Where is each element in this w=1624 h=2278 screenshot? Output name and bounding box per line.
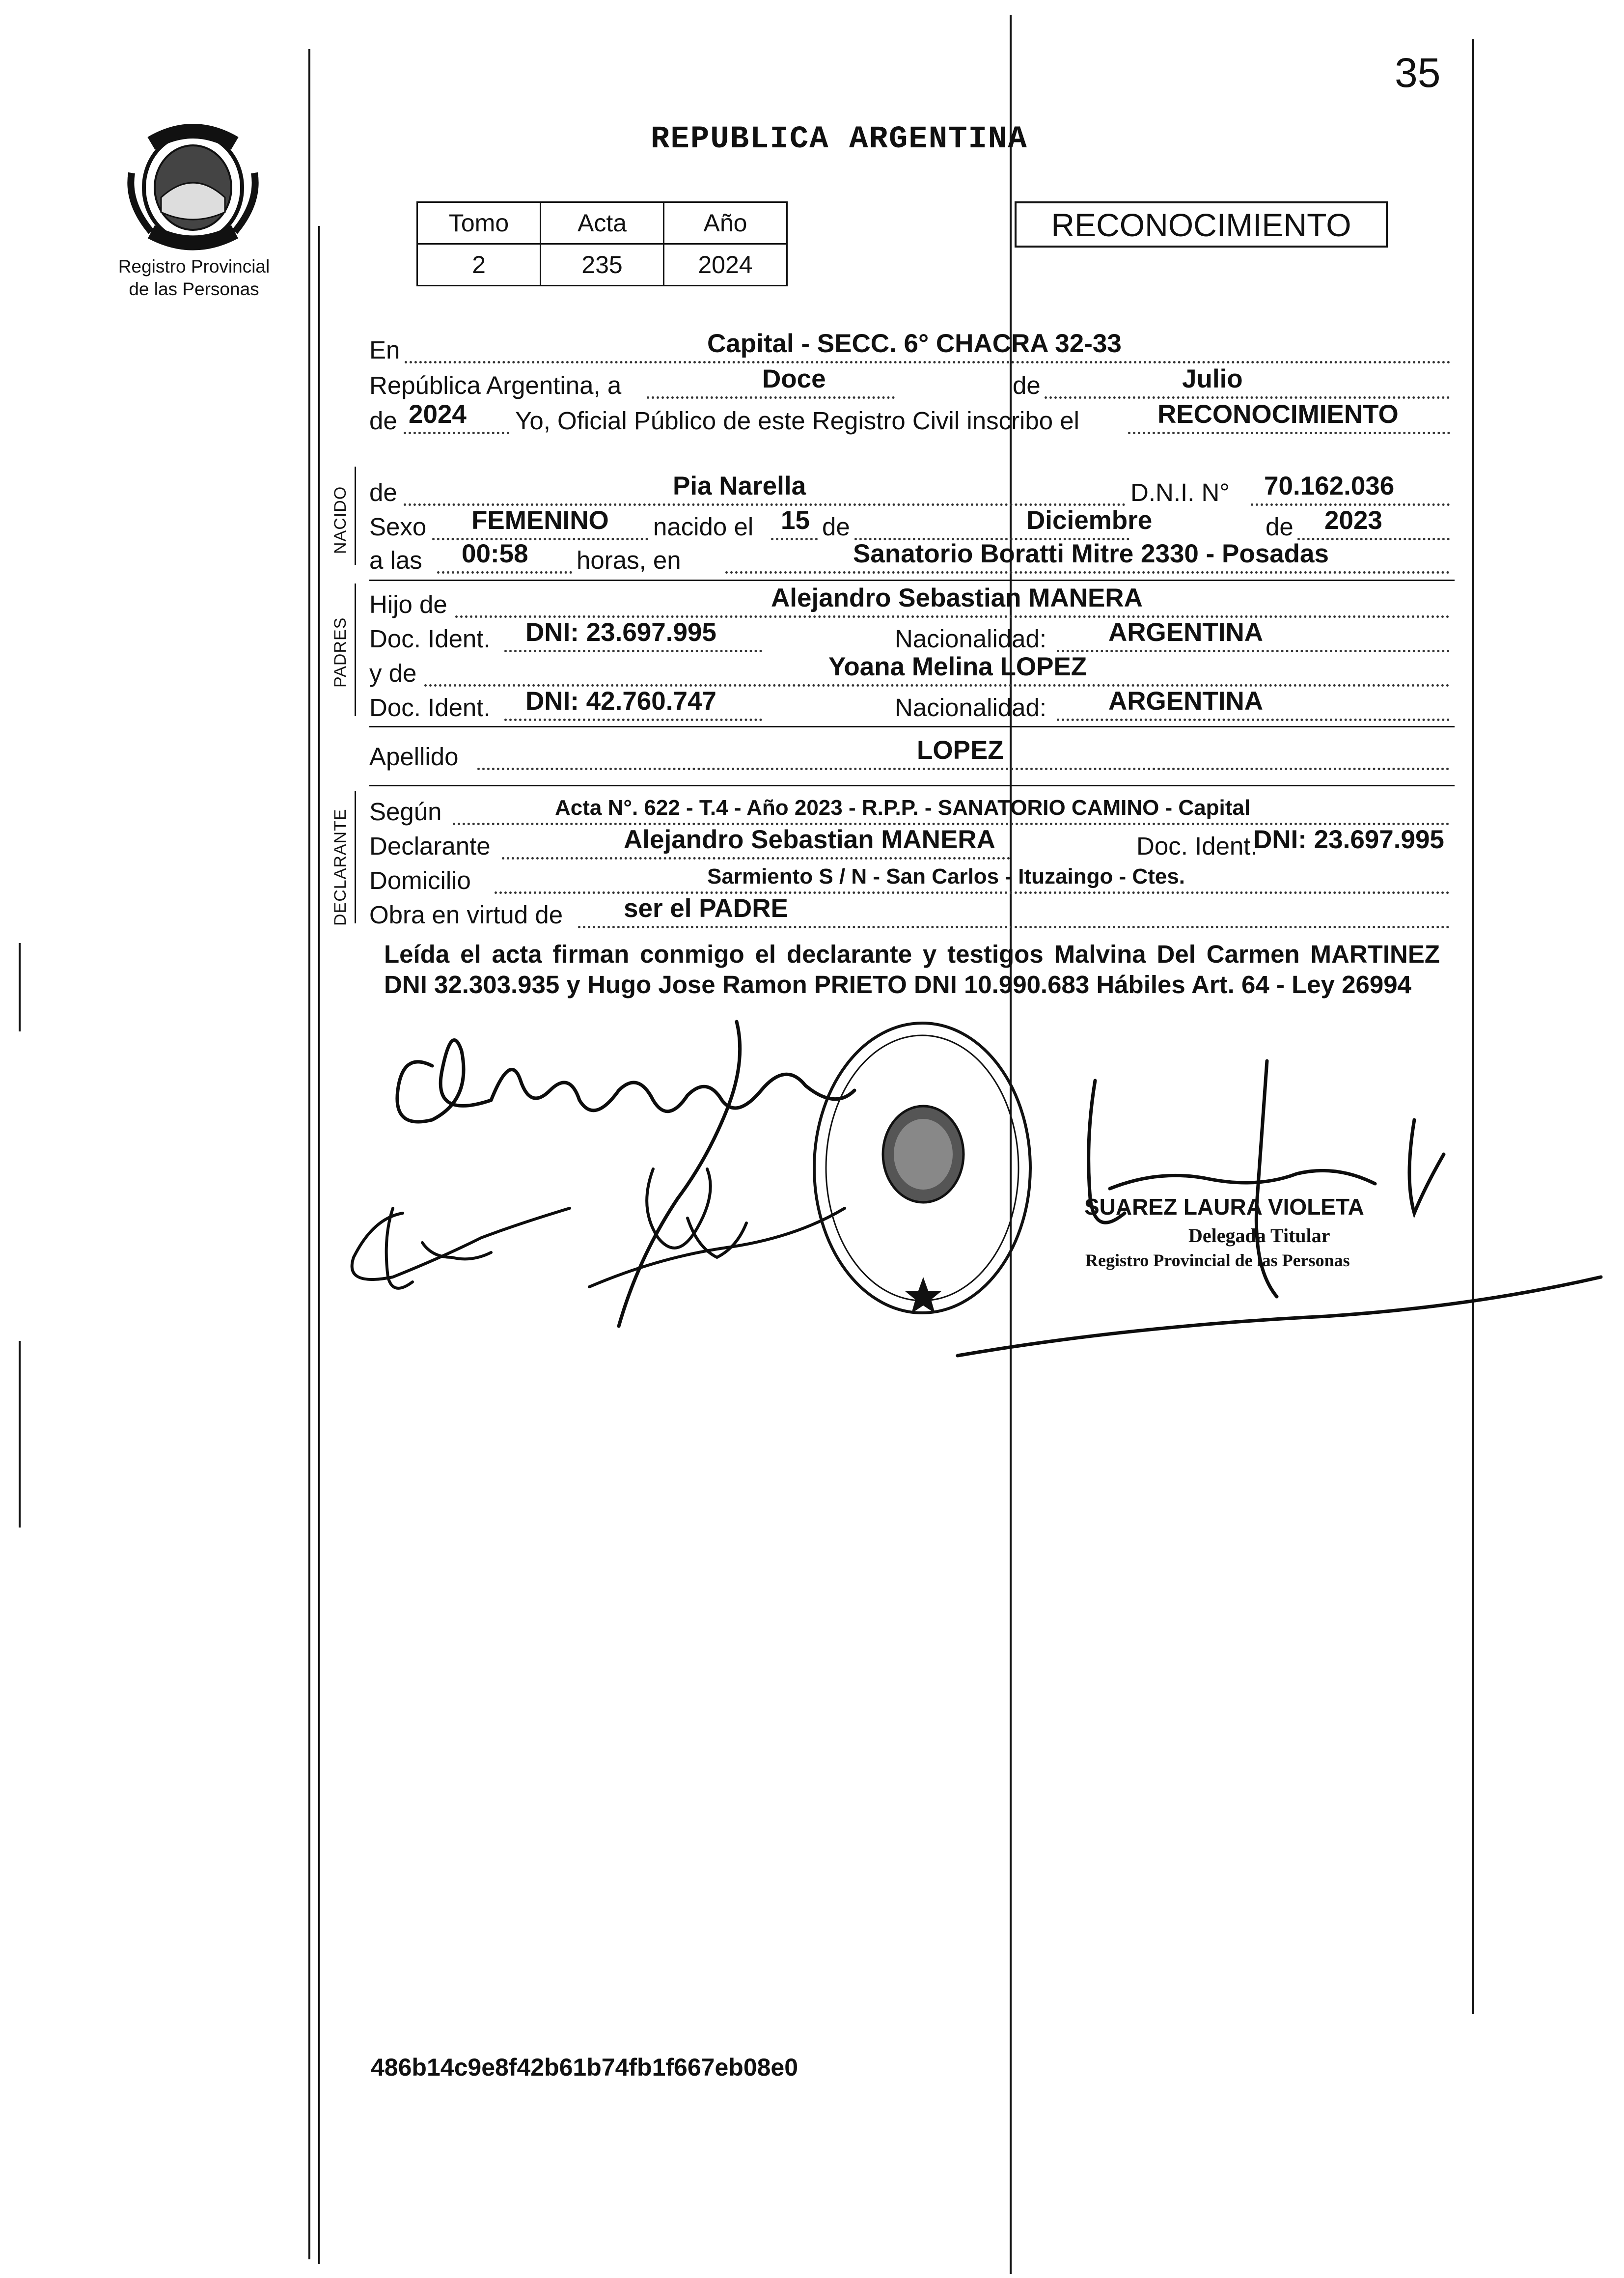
registry-label <box>93 255 295 301</box>
declarante-side-label: DECLARANTE <box>331 808 350 926</box>
domicilio-label: Domicilio <box>369 866 471 894</box>
dotted-line <box>477 768 1450 770</box>
anio-value: 2024 <box>664 244 787 286</box>
register-table <box>416 201 788 286</box>
witness-signature-2 <box>589 1169 845 1287</box>
birth-year-de-label: de <box>1266 513 1294 541</box>
row-surname <box>369 736 1450 775</box>
child-name-value: Pia Narella <box>673 472 806 500</box>
surname-value: LOPEZ <box>917 736 1004 765</box>
yde-label: y de <box>369 659 417 687</box>
row-mother <box>369 652 1450 692</box>
declarante-doc-label: Doc. Ident. <box>1136 832 1258 860</box>
mother-doc-value: DNI: 42.760.747 <box>525 687 716 716</box>
domicilio-value: Sarmiento S / N - San Carlos - Ituzaingo - Ctes. <box>707 864 1185 889</box>
row-domicilio <box>369 860 1450 899</box>
tomo-header: Tomo <box>417 202 541 244</box>
hijo-label: Hijo de <box>369 590 447 618</box>
tomo-value: 2 <box>417 244 541 286</box>
act-value: RECONOCIMIENTO <box>1157 400 1399 429</box>
segun-label: Según <box>369 798 442 826</box>
apellido-label: Apellido <box>369 743 459 771</box>
declarante-value: Alejandro Sebastian MANERA <box>624 825 995 854</box>
row-location <box>369 329 1450 368</box>
day-value: Doce <box>762 364 826 393</box>
horas-label: horas, en <box>577 546 681 574</box>
month-value: Julio <box>1182 364 1243 393</box>
declarant-signature <box>397 1022 854 1326</box>
register-table-header-row <box>417 202 787 244</box>
officer-name: SUAREZ LAURA VIOLETA <box>1084 1194 1364 1220</box>
place-value: Sanatorio Boratti Mitre 2330 - Posadas <box>853 539 1329 568</box>
nacido-bracket <box>355 467 356 565</box>
document-hash: 486b14c9e8f42b61b74fb1f667eb08e0 <box>371 2054 798 2081</box>
left-binding-line-inner <box>318 226 320 2264</box>
dotted-line <box>725 571 1450 574</box>
right-fold-line <box>1472 39 1474 2014</box>
nacido-label: nacido el <box>653 513 754 541</box>
dotted-line <box>504 719 762 721</box>
row-declarante <box>369 825 1450 864</box>
acta-value: 235 <box>541 244 664 286</box>
dotted-line <box>1128 432 1450 434</box>
dotted-line <box>404 432 509 434</box>
row-time-place <box>369 539 1450 579</box>
father-name-value: Alejandro Sebastian MANERA <box>771 583 1143 612</box>
location-value: Capital - SECC. 6° CHACRA 32-33 <box>707 329 1122 358</box>
left-binding-line <box>308 49 310 2259</box>
birth-year-value: 2023 <box>1324 506 1382 535</box>
edge-mark <box>19 943 21 1031</box>
registry-label-line-1: Registro Provincial <box>118 256 270 277</box>
row-inscription <box>369 400 1450 439</box>
padres-bracket <box>355 583 356 716</box>
row-name <box>369 472 1450 511</box>
row-obra <box>369 894 1450 933</box>
republica-label: República Argentina, a <box>369 371 622 399</box>
mother-nat-label: Nacionalidad: <box>895 694 1047 722</box>
row-father-doc <box>369 618 1450 657</box>
child-dni-value: 70.162.036 <box>1264 472 1395 500</box>
alas-label: a las <box>369 546 422 574</box>
declarante-doc-value: DNI: 23.697.995 <box>1253 825 1444 854</box>
declarante-bracket <box>355 791 356 923</box>
year-value: 2024 <box>409 400 467 429</box>
father-doc-value: DNI: 23.697.995 <box>525 618 716 647</box>
name-de-label: de <box>369 478 397 506</box>
mother-doc-label: Doc. Ident. <box>369 694 491 722</box>
row-date <box>369 364 1450 404</box>
yo-text: Yo, Oficial Público de este Registro Civil inscribo el <box>515 407 1079 435</box>
register-table-value-row <box>417 244 787 286</box>
province-logo <box>117 114 269 251</box>
act-type-box: RECONOCIMIENTO <box>1015 201 1388 248</box>
section-divider <box>369 785 1455 786</box>
closing-statement: Leída el acta firman conmigo el declarante y testigos Malvina Del Carmen MARTINEZ DNI 32.303.935 y Hugo Jose Ramon PRIETO DNI 10.990.683 Hábiles Art. 64 - Ley 26994 <box>384 940 1440 999</box>
edge-mark <box>19 1341 21 1528</box>
father-nat-label: Nacionalidad: <box>895 625 1047 653</box>
dotted-line <box>578 926 1450 928</box>
page-number: 35 <box>1395 50 1441 96</box>
dotted-line <box>647 396 895 399</box>
obra-value: ser el PADRE <box>624 894 788 923</box>
dotted-line <box>405 361 1451 363</box>
row-father <box>369 583 1450 623</box>
anio-header: Año <box>664 202 787 244</box>
section-divider <box>369 726 1455 727</box>
row-segun <box>369 791 1450 830</box>
sexo-value: FEMENINO <box>471 506 609 535</box>
birth-day-value: 15 <box>781 506 810 535</box>
segun-value: Acta N°. 622 - T.4 - Año 2023 - R.P.P. - SANATORIO CAMINO - Capital <box>555 796 1251 820</box>
dotted-line <box>1045 396 1450 399</box>
father-nat-value: ARGENTINA <box>1108 618 1264 647</box>
birth-de-label: de <box>822 513 850 541</box>
obra-label: Obra en virtud de <box>369 901 563 929</box>
coat-of-arms-icon <box>117 114 269 251</box>
row-mother-doc <box>369 687 1450 726</box>
witness-signature-1 <box>352 1208 570 1288</box>
registry-label-line-2: de las Personas <box>129 279 259 299</box>
official-stamp <box>814 1023 1030 1313</box>
year-de-label: de <box>369 407 397 435</box>
dni-label: D.N.I. N° <box>1130 478 1230 506</box>
declarante-label: Declarante <box>369 832 491 860</box>
en-label: En <box>369 336 400 364</box>
date-de-label: de <box>1013 371 1041 399</box>
mother-nat-value: ARGENTINA <box>1108 687 1264 716</box>
time-value: 00:58 <box>462 539 528 568</box>
padres-side-label: PADRES <box>331 617 350 688</box>
dotted-line <box>1057 719 1450 721</box>
mother-name-value: Yoana Melina LOPEZ <box>828 652 1087 681</box>
dotted-line <box>437 571 572 574</box>
officer-role: Delegada Titular <box>1188 1224 1330 1247</box>
sexo-label: Sexo <box>369 513 427 541</box>
acta-header: Acta <box>541 202 664 244</box>
officer-organization: Registro Provincial de las Personas <box>1085 1250 1350 1270</box>
father-doc-label: Doc. Ident. <box>369 625 491 653</box>
section-divider <box>369 580 1455 581</box>
document-title: REPUBLICA ARGENTINA <box>651 122 1028 157</box>
birth-month-value: Diciembre <box>1026 506 1153 535</box>
nacido-side-label: NACIDO <box>331 486 350 554</box>
